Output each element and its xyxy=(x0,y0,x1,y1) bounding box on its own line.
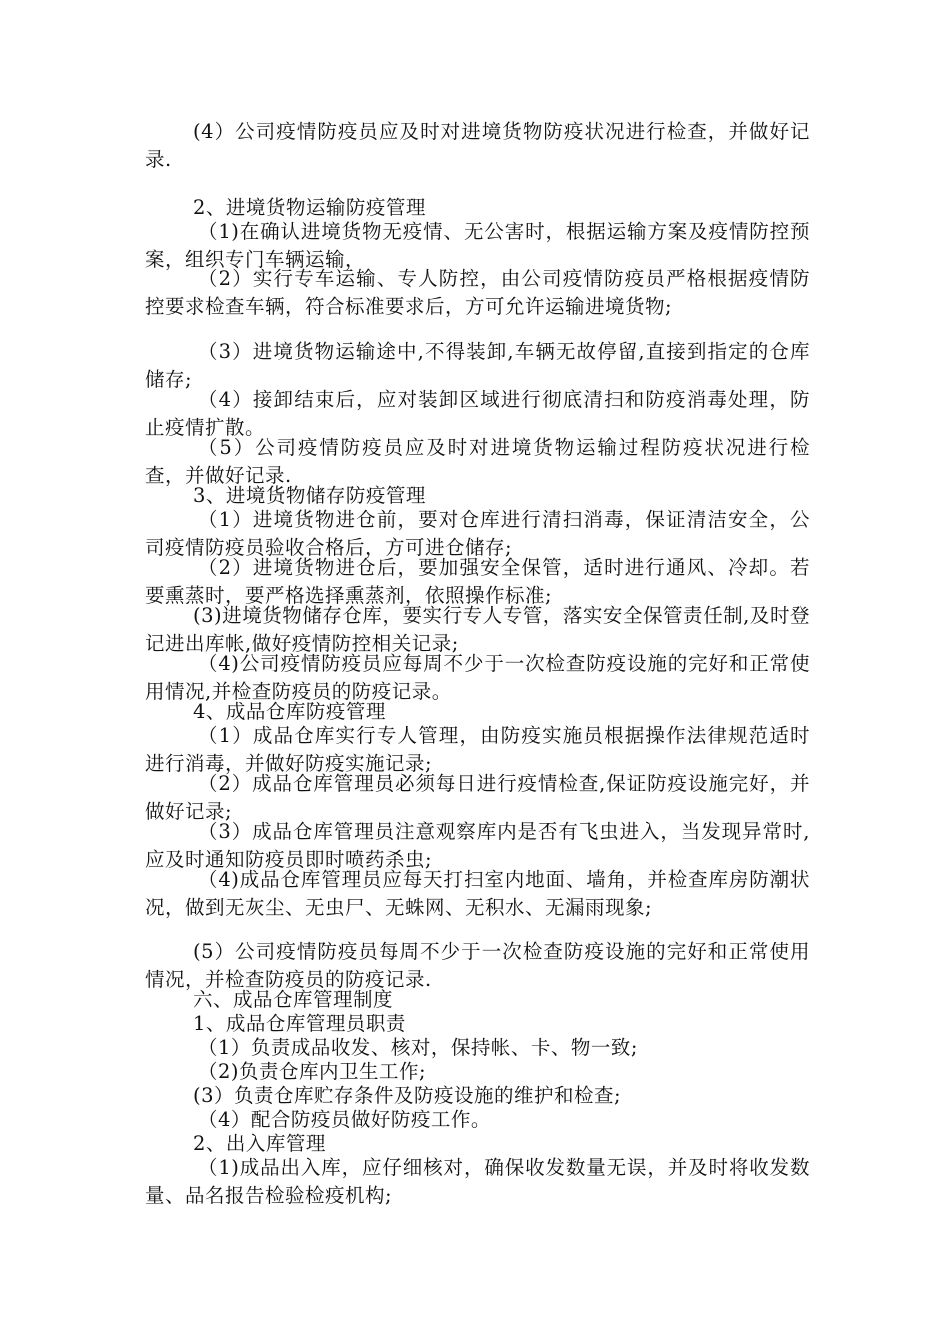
paragraph-4: （2）实行专车运输、专人防控，由公司疫情防疫员严格根据疫情防控要求检查车辆，符合标准要求后，方可允许运输进境货物; xyxy=(145,267,810,318)
section-heading-6-2: 2、出入库管理 xyxy=(193,1132,326,1155)
section-heading-4: 4、成品仓库防疫管理 xyxy=(193,700,386,723)
section-heading-2: 2、进境货物运输防疫管理 xyxy=(193,196,426,219)
paragraph-9: （1）进境货物进仓前，要对仓库进行清扫消毒，保证清洁安全，公司疫情防疫员验收合格后，方可进仓储存; xyxy=(145,508,810,559)
paragraph-14: （1）成品仓库实行专人管理，由防疫实施员根据操作法律规范适时进行消毒，并做好防疫实施记录; xyxy=(145,724,810,775)
section-heading-6-1: 1、成品仓库管理员职责 xyxy=(193,1012,406,1035)
paragraph-5: （3）进境货物运输途中,不得装卸,车辆无故停留,直接到指定的仓库储存; xyxy=(145,340,810,391)
paragraph-16: （3）成品仓库管理员注意观察库内是否有飞虫进入，当发现异常时,应及时通知防疫员即时喷药杀虫; xyxy=(145,820,810,871)
paragraph-24: （4）配合防疫员做好防疫工作。 xyxy=(198,1108,491,1131)
paragraph-11: (3)进境货物储存仓库，要实行专人专管，落实安全保管责任制,及时登记进出库帐,做好疫情防控相关记录; xyxy=(145,604,810,655)
paragraph-6: （4）接卸结束后，应对装卸区域进行彻底清扫和防疫消毒处理，防止疫情扩散。 xyxy=(145,388,810,439)
paragraph-7: （5）公司疫情防疫员应及时对进境货物运输过程防疫状况进行检查，并做好记录. xyxy=(145,436,810,487)
paragraph-3: （1)在确认进境货物无疫情、无公害时，根据运输方案及疫情防控预案，组织专门车辆运输， xyxy=(145,220,810,271)
paragraph-15: （2）成品仓库管理员必须每日进行疫情检查,保证防疫设施完好，并做好记录; xyxy=(145,772,810,823)
chapter-heading-6: 六、成品仓库管理制度 xyxy=(193,988,394,1011)
section-heading-3: 3、进境货物储存防疫管理 xyxy=(193,484,426,507)
paragraph-10: （2）进境货物进仓后，要加强安全保管，适时进行通风、冷却。若要熏蒸时，要严格选择熏蒸剂，依照操作标准; xyxy=(145,556,810,607)
paragraph-22: （2)负责仓库内卫生工作; xyxy=(198,1060,427,1083)
paragraph-21: （1）负责成品收发、核对，保持帐、卡、物一致; xyxy=(198,1036,638,1059)
paragraph-23: (3）负责仓库贮存条件及防疫设施的维护和检查; xyxy=(193,1084,622,1107)
paragraph-17: （4)成品仓库管理员应每天打扫室内地面、墙角，并检查库房防潮状况，做到无灰尘、无虫尸、无蛛网、无积水、无漏雨现象; xyxy=(145,868,810,919)
paragraph-18: (5）公司疫情防疫员每周不少于一次检查防疫设施的完好和正常使用情况，并检查防疫员的防疫记录. xyxy=(145,940,810,991)
paragraph-12: （4)公司疫情防疫员应每周不少于一次检查防疫设施的完好和正常使用情况,并检查防疫员的防疫记录。 xyxy=(145,652,810,703)
paragraph-1: (4）公司疫情防疫员应及时对进境货物防疫状况进行检查，并做好记录. xyxy=(145,120,810,171)
paragraph-26: （1)成品出入库，应仔细核对，确保收发数量无误，并及时将收发数量、品名报告检验检疫机构; xyxy=(145,1156,810,1207)
